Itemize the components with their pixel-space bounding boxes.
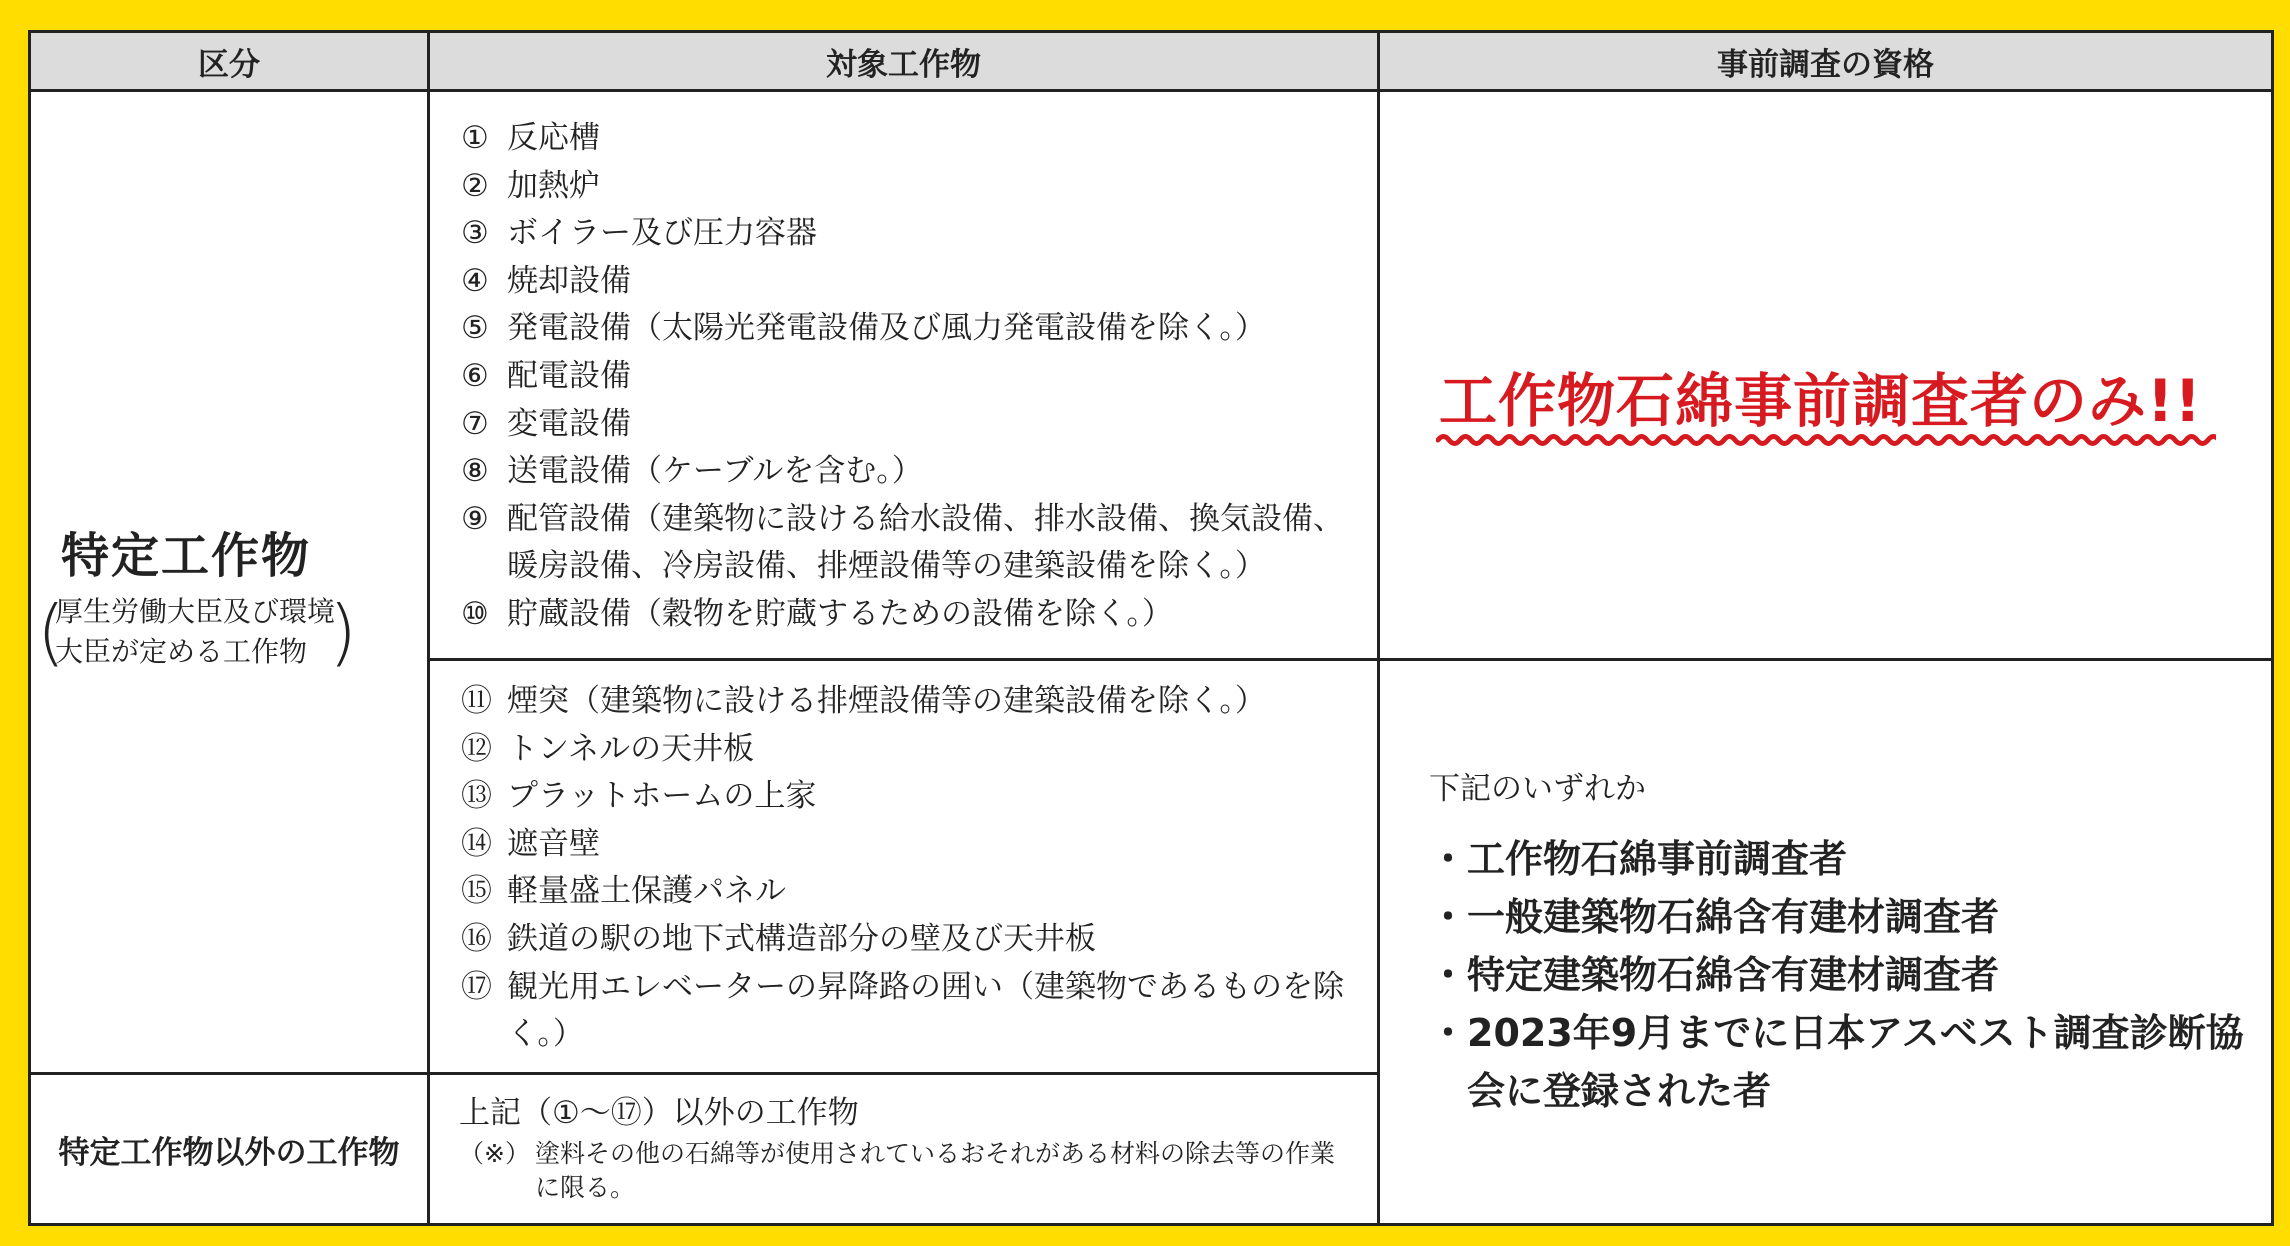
qualification-text: 2023年9月までに日本アスベスト調査診断協会に登録された者 <box>1467 1011 2244 1113</box>
item-number: ⑬ <box>461 778 492 815</box>
item-number: ⑥ <box>461 357 489 394</box>
structure-item <box>461 448 1361 496</box>
structure-item <box>461 868 1361 916</box>
other-structures-text: 上記（①～⑰）以外の工作物 <box>459 1095 859 1131</box>
structure-item <box>461 773 1361 821</box>
item-text: 送電設備（ケーブルを含む。） <box>507 453 923 490</box>
item-number: ⑦ <box>461 405 489 442</box>
only-asbestos-surveyor-text: 工作物石綿事前調査者のみ!! <box>1439 367 2202 435</box>
item-number: ① <box>461 120 489 156</box>
item-text: 鉄道の駅の地下式構造部分の壁及び天井板 <box>507 920 1096 957</box>
qualification-text: 一般建築物石綿含有建材調査者 <box>1467 895 2000 939</box>
note-mark: （※） <box>459 1139 530 1168</box>
item-text: 配電設備 <box>507 357 631 394</box>
header-target-structures: 対象工作物 <box>826 46 981 83</box>
item-number: ⑪ <box>461 683 492 719</box>
item-number: ⑧ <box>461 453 489 490</box>
other-structures-note <box>459 1137 1359 1205</box>
item-text: 配管設備（建築物に設ける給水設備、排水設備、換気設備、暖房設備、冷房設備、排煙設備等の建築設備を除く。） <box>507 500 1344 585</box>
category-specific-subtitle <box>37 590 358 674</box>
bullet-mark: ・ <box>1429 895 1468 939</box>
item-text: 軽量盛土保護パネル <box>507 873 786 910</box>
row-divider-group1 <box>427 658 2271 661</box>
item-text: 観光用エレベーターの昇降路の囲い（建築物であるものを除く。） <box>507 968 1344 1053</box>
bullet-mark: ・ <box>1429 953 1468 997</box>
subtitle-line-1: 厚生労働大臣及び環境 <box>55 595 336 628</box>
qualification-item <box>1429 946 2249 1004</box>
item-number: ⑯ <box>461 920 492 957</box>
item-text: 変電設備 <box>507 405 631 442</box>
header-category: 区分 <box>198 46 260 83</box>
column-divider-1 <box>427 33 430 1223</box>
bullet-mark: ・ <box>1429 837 1468 881</box>
structure-item <box>461 964 1361 1059</box>
structure-item <box>461 916 1361 964</box>
qualification-group2-cell <box>1429 763 2249 1120</box>
item-text: 遮音壁 <box>507 825 600 862</box>
qualification-item <box>1429 1004 2249 1120</box>
open-paren: ( <box>37 590 66 674</box>
qualification-table <box>28 30 2274 1226</box>
item-text: 貯蔵設備（穀物を貯蔵するための設備を除く。） <box>507 595 1173 632</box>
structures-list-group2 <box>461 678 1361 1059</box>
item-text: ボイラー及び圧力容器 <box>507 215 817 252</box>
category-specific-title: 特定工作物 <box>61 528 312 584</box>
item-number: ⑨ <box>461 500 489 537</box>
header-survey-qualification: 事前調査の資格 <box>1717 46 1934 83</box>
item-text: 反応槽 <box>507 120 600 156</box>
structure-item <box>461 726 1361 774</box>
item-text: 加熱炉 <box>507 167 600 204</box>
structure-item <box>461 163 1361 211</box>
structure-item <box>461 258 1361 306</box>
category-specific-cell <box>31 92 427 1072</box>
item-text: プラットホームの上家 <box>507 778 817 815</box>
item-text: 焼却設備 <box>507 262 631 299</box>
note-text: 塗料その他の石綿等が使用されているおそれがある材料の除去等の作業に限る。 <box>535 1139 1336 1202</box>
structure-item <box>461 210 1361 258</box>
qualification-item <box>1429 830 2249 888</box>
category-other-cell <box>31 1075 427 1223</box>
structure-item <box>461 821 1361 869</box>
item-number: ③ <box>461 215 489 252</box>
item-number: ④ <box>461 262 489 299</box>
item-text: 発電設備（太陽光発電設備及び風力発電設備を除く。） <box>507 310 1266 347</box>
item-number: ⑫ <box>461 730 492 767</box>
wavy-underline-icon <box>1436 426 2216 454</box>
bullet-mark: ・ <box>1429 1011 1468 1055</box>
item-number: ⑩ <box>461 595 489 632</box>
item-number: ⑮ <box>461 873 492 910</box>
qualification-group1-cell <box>1380 92 2271 658</box>
other-structures-cell <box>459 1091 1359 1205</box>
item-text: 煙突（建築物に設ける排煙設備等の建築設備を除く。） <box>507 683 1266 719</box>
close-paren: ) <box>328 590 358 674</box>
qualification-intro: 下記のいずれか <box>1429 771 1646 807</box>
item-number: ⑭ <box>461 825 492 862</box>
qualification-item <box>1429 888 2249 946</box>
item-number: ② <box>461 167 489 204</box>
qualification-text: 工作物石綿事前調査者 <box>1467 837 1848 881</box>
structures-list-group1 <box>461 115 1361 639</box>
item-text: トンネルの天井板 <box>507 730 755 767</box>
structure-item <box>461 496 1361 591</box>
structure-item <box>461 678 1361 726</box>
structure-item <box>461 115 1361 163</box>
structure-item <box>461 305 1361 353</box>
category-other-title: 特定工作物以外の工作物 <box>58 1134 400 1171</box>
item-number: ⑰ <box>461 968 492 1005</box>
structure-item <box>461 591 1361 639</box>
structure-item <box>461 353 1361 401</box>
qualification-text: 特定建築物石綿含有建材調査者 <box>1467 953 2000 997</box>
subtitle-line-2: 大臣が定める工作物 <box>55 635 308 668</box>
structure-item <box>461 401 1361 449</box>
item-number: ⑤ <box>461 310 489 347</box>
